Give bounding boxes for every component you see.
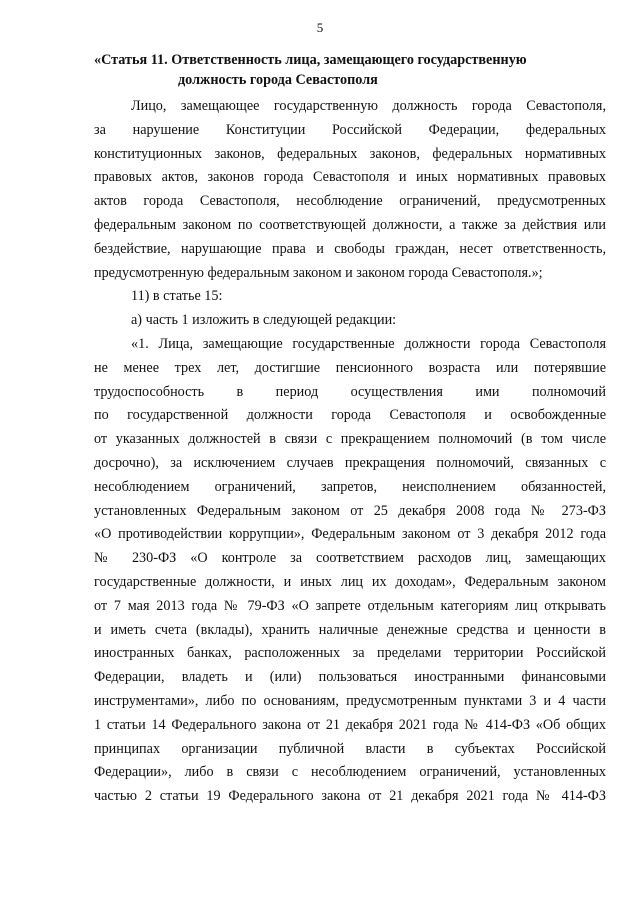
text-line: а) часть 1 изложить в следующей редакции: [131,312,397,329]
document-body [94,95,606,809]
text-line: частью 2 статьи 19 Федерального закона от 21 декабря 2021 года № 414-ФЗ [94,788,606,805]
text-line: трудоспособность в период осуществления ими полномочий [94,383,606,400]
text-line: «1. Лица, замещающие государственные должности города Севастополя [131,335,606,352]
text-line: установленных Федеральным законом от 25 декабря 2008 года № 273-ФЗ [94,502,606,519]
text-line: Федерации», либо в связи с несоблюдением ограничений, установленных [94,764,606,781]
text-line: и иметь счета (вклады), хранить наличные денежные средства и ценности в [94,621,606,638]
text-line: 11) в статье 15: [131,288,223,305]
article-heading-line-2: должность города Севастополя [178,72,378,88]
text-line: Лицо, замещающее государственную должность города Севастополя, [131,98,606,114]
page-number: 5 [316,20,324,35]
text-line: государственные должности, и иных лиц их доходам», Федеральным законом [94,573,606,590]
text-line: инструментами», либо по основаниям, предусмотренным пунктами 3 и 4 части [94,692,606,709]
text-line: федеральным законом по соответствующей должности, а также за действия или [94,216,606,233]
text-line: 1 статьи 14 Федерального закона от 21 декабря 2021 года № 414-ФЗ «Об общих [94,716,606,733]
text-line: актов города Севастополя, несоблюдение ограничений, предусмотренных [94,193,606,210]
text-line: не менее трех лет, достигшие пенсионного возраста или потерявшие [94,359,606,376]
text-line: иностранных банках, расположенных за пределами территории Российской [94,645,606,662]
text-line: досрочно), за исключением случаев прекращения полномочий, связанных с [94,454,606,471]
text-line: № 230-ФЗ «О контроле за соответствием расходов лиц, замещающих [94,550,606,567]
text-line: конституционных законов, федеральных законов, федеральных нормативных [94,145,606,162]
text-line: принципах организации публичной власти в субъектах Российской [94,740,606,757]
text-line: «О противодействии коррупции», Федеральным законом от 3 декабря 2012 года [94,526,606,543]
text-line: бездействие, нарушающие права и свободы граждан, несет ответственность, [94,240,606,257]
text-line: предусмотренную федеральным законом и законом города Севастополя.»; [94,264,543,281]
text-line: Федерации, владеть и (или) пользоваться иностранными финансовыми [94,669,606,686]
text-line: правовых актов, законов города Севастополя и иных нормативных правовых [94,169,606,186]
article-heading-line-1: «Статья 11. Ответственность лица, замещающего государственную [94,52,527,68]
text-line: по государственной должности города Севастополя и освобожденные [94,407,606,424]
article-heading [94,50,594,90]
text-line: от 7 мая 2013 года № 79-ФЗ «О запрете отдельным категориям лиц открывать [94,597,606,614]
text-line: за нарушение Конституции Российской Федерации, федеральных [94,121,606,138]
text-line: от указанных должностей в связи с прекращением полномочий (в том числе [94,431,606,448]
text-line: несоблюдением ограничений, запретов, неисполнением обязанностей, [94,478,606,495]
